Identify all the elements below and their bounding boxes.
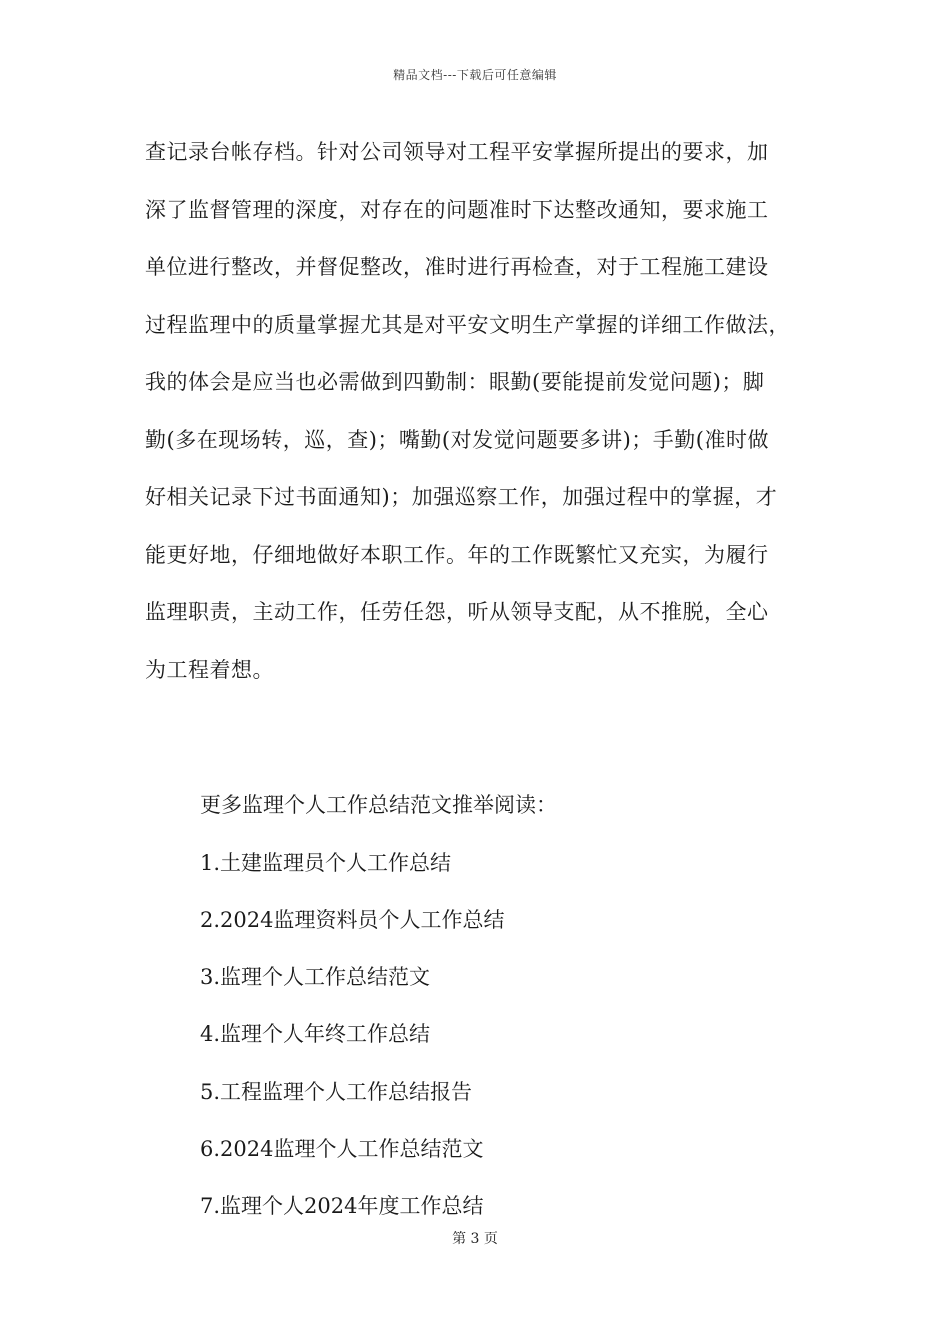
recommended-reading-item: 7.监理个人2024年度工作总结 <box>200 1194 484 1219</box>
body-line: 为工程着想。 <box>145 657 274 682</box>
body-line: 监理职责，主动工作，任劳任怨，听从领导支配，从不推脱，全心 <box>145 600 769 624</box>
body-paragraph <box>145 129 815 704</box>
recommended-reading-list <box>200 843 820 1244</box>
body-line: 查记录台帐存档。针对公司领导对工程平安掌握所提出的要求，加 <box>145 140 769 164</box>
recommended-reading-item: 2.2024监理资料员个人工作总结 <box>200 907 505 932</box>
body-line: 好相关记录下过书面通知)；加强巡察工作，加强过程中的掌握，才 <box>145 485 778 509</box>
body-line: 过程监理中的质量掌握尤其是对平安文明生产掌握的详细工作做法， <box>145 312 790 337</box>
body-line: 能更好地，仔细地做好本职工作。年的工作既繁忙又充实，为履行 <box>145 542 769 567</box>
body-line: 我的体会是应当也必需做到四勤制：眼勤(要能提前发觉问题)；脚 <box>145 370 765 394</box>
recommended-reading-item: 6.2024监理个人工作总结范文 <box>200 1136 484 1161</box>
page-header: 精品文档---下载后可任意编辑 <box>393 68 557 82</box>
recommended-reading-item: 5.工程监理个人工作总结报告 <box>200 1079 473 1104</box>
body-line: 深了监督管理的深度，对存在的问题准时下达整改通知，要求施工 <box>145 197 769 222</box>
recommended-reading-item: 1.土建监理员个人工作总结 <box>200 850 452 875</box>
recommended-reading <box>200 785 820 1244</box>
recommended-reading-item: 3.监理个人工作总结范文 <box>200 965 431 990</box>
body-line: 单位进行整改，并督促整改，准时进行再检查，对于工程施工建设 <box>145 255 769 279</box>
body-line: 勤(多在现场转，巡，查)；嘴勤(对发觉问题要多讲)；手勤(准时做 <box>145 427 769 452</box>
recommended-reading-item: 4.监理个人年终工作总结 <box>200 1022 431 1047</box>
page-number: 第 3 页 <box>452 1231 498 1247</box>
recommended-reading-title: 更多监理个人工作总结范文推举阅读： <box>200 793 557 817</box>
